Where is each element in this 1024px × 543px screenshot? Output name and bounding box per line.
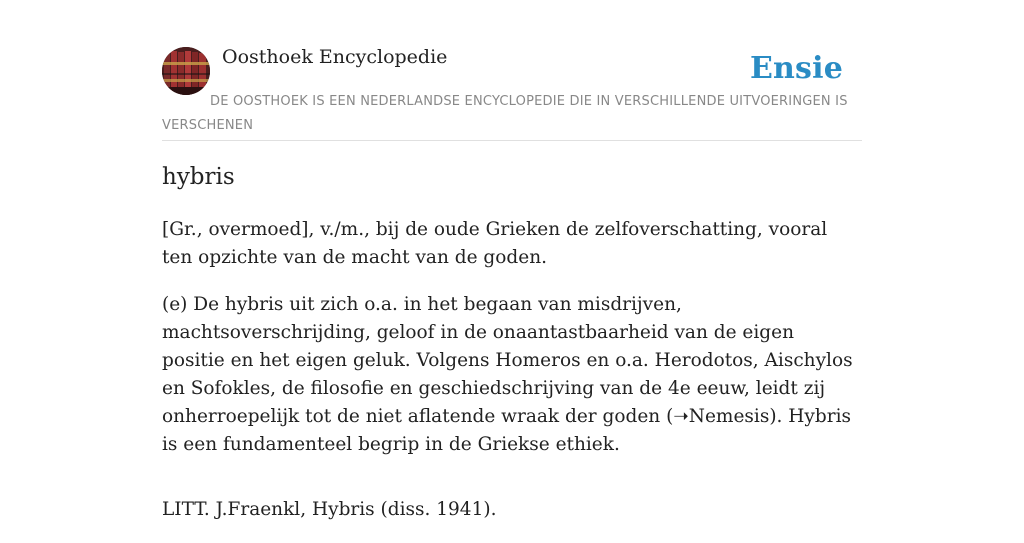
article-definition: [Gr., overmoed], v./m., bij de oude Grieken de zelfoverschatting, vooral ten opzichte van de macht van de goden. xyxy=(162,219,828,268)
avatar[interactable] xyxy=(162,47,210,95)
brand-logo[interactable]: Ensie xyxy=(749,51,843,86)
book-spines-icon xyxy=(162,47,210,95)
site-header xyxy=(162,0,862,141)
site-tagline: DE OOSTHOEK IS EEN NEDERLANDSE ENCYCLOPEDIE DIE IN VERSCHILLENDE UITVOERINGEN IS VERSCHENEN xyxy=(162,94,848,133)
site-name[interactable]: Oosthoek Encyclopedie xyxy=(222,46,448,68)
article-title: hybris xyxy=(162,164,235,190)
article-body xyxy=(162,216,862,543)
page-container xyxy=(162,0,862,520)
article-literature: LITT. J.Fraenkl, Hybris (diss. 1941). xyxy=(162,499,497,520)
article-paragraph: (e) De hybris uit zich o.a. in het begaan van misdrijven, machtsoverschrijding, geloof in de onaantastbaarheid van de eigen positie en het eigen geluk. Volgens Homeros en o.a. Herodotos, Aischylos en Sofokles, de filosofie en geschiedschrijving van de 4e eeuw, leidt zij onherroepelijk tot de niet aflatende wraak der goden (➝Nemesis). Hybris is een fundamenteel begrip in de Griekse ethiek. xyxy=(162,294,853,455)
